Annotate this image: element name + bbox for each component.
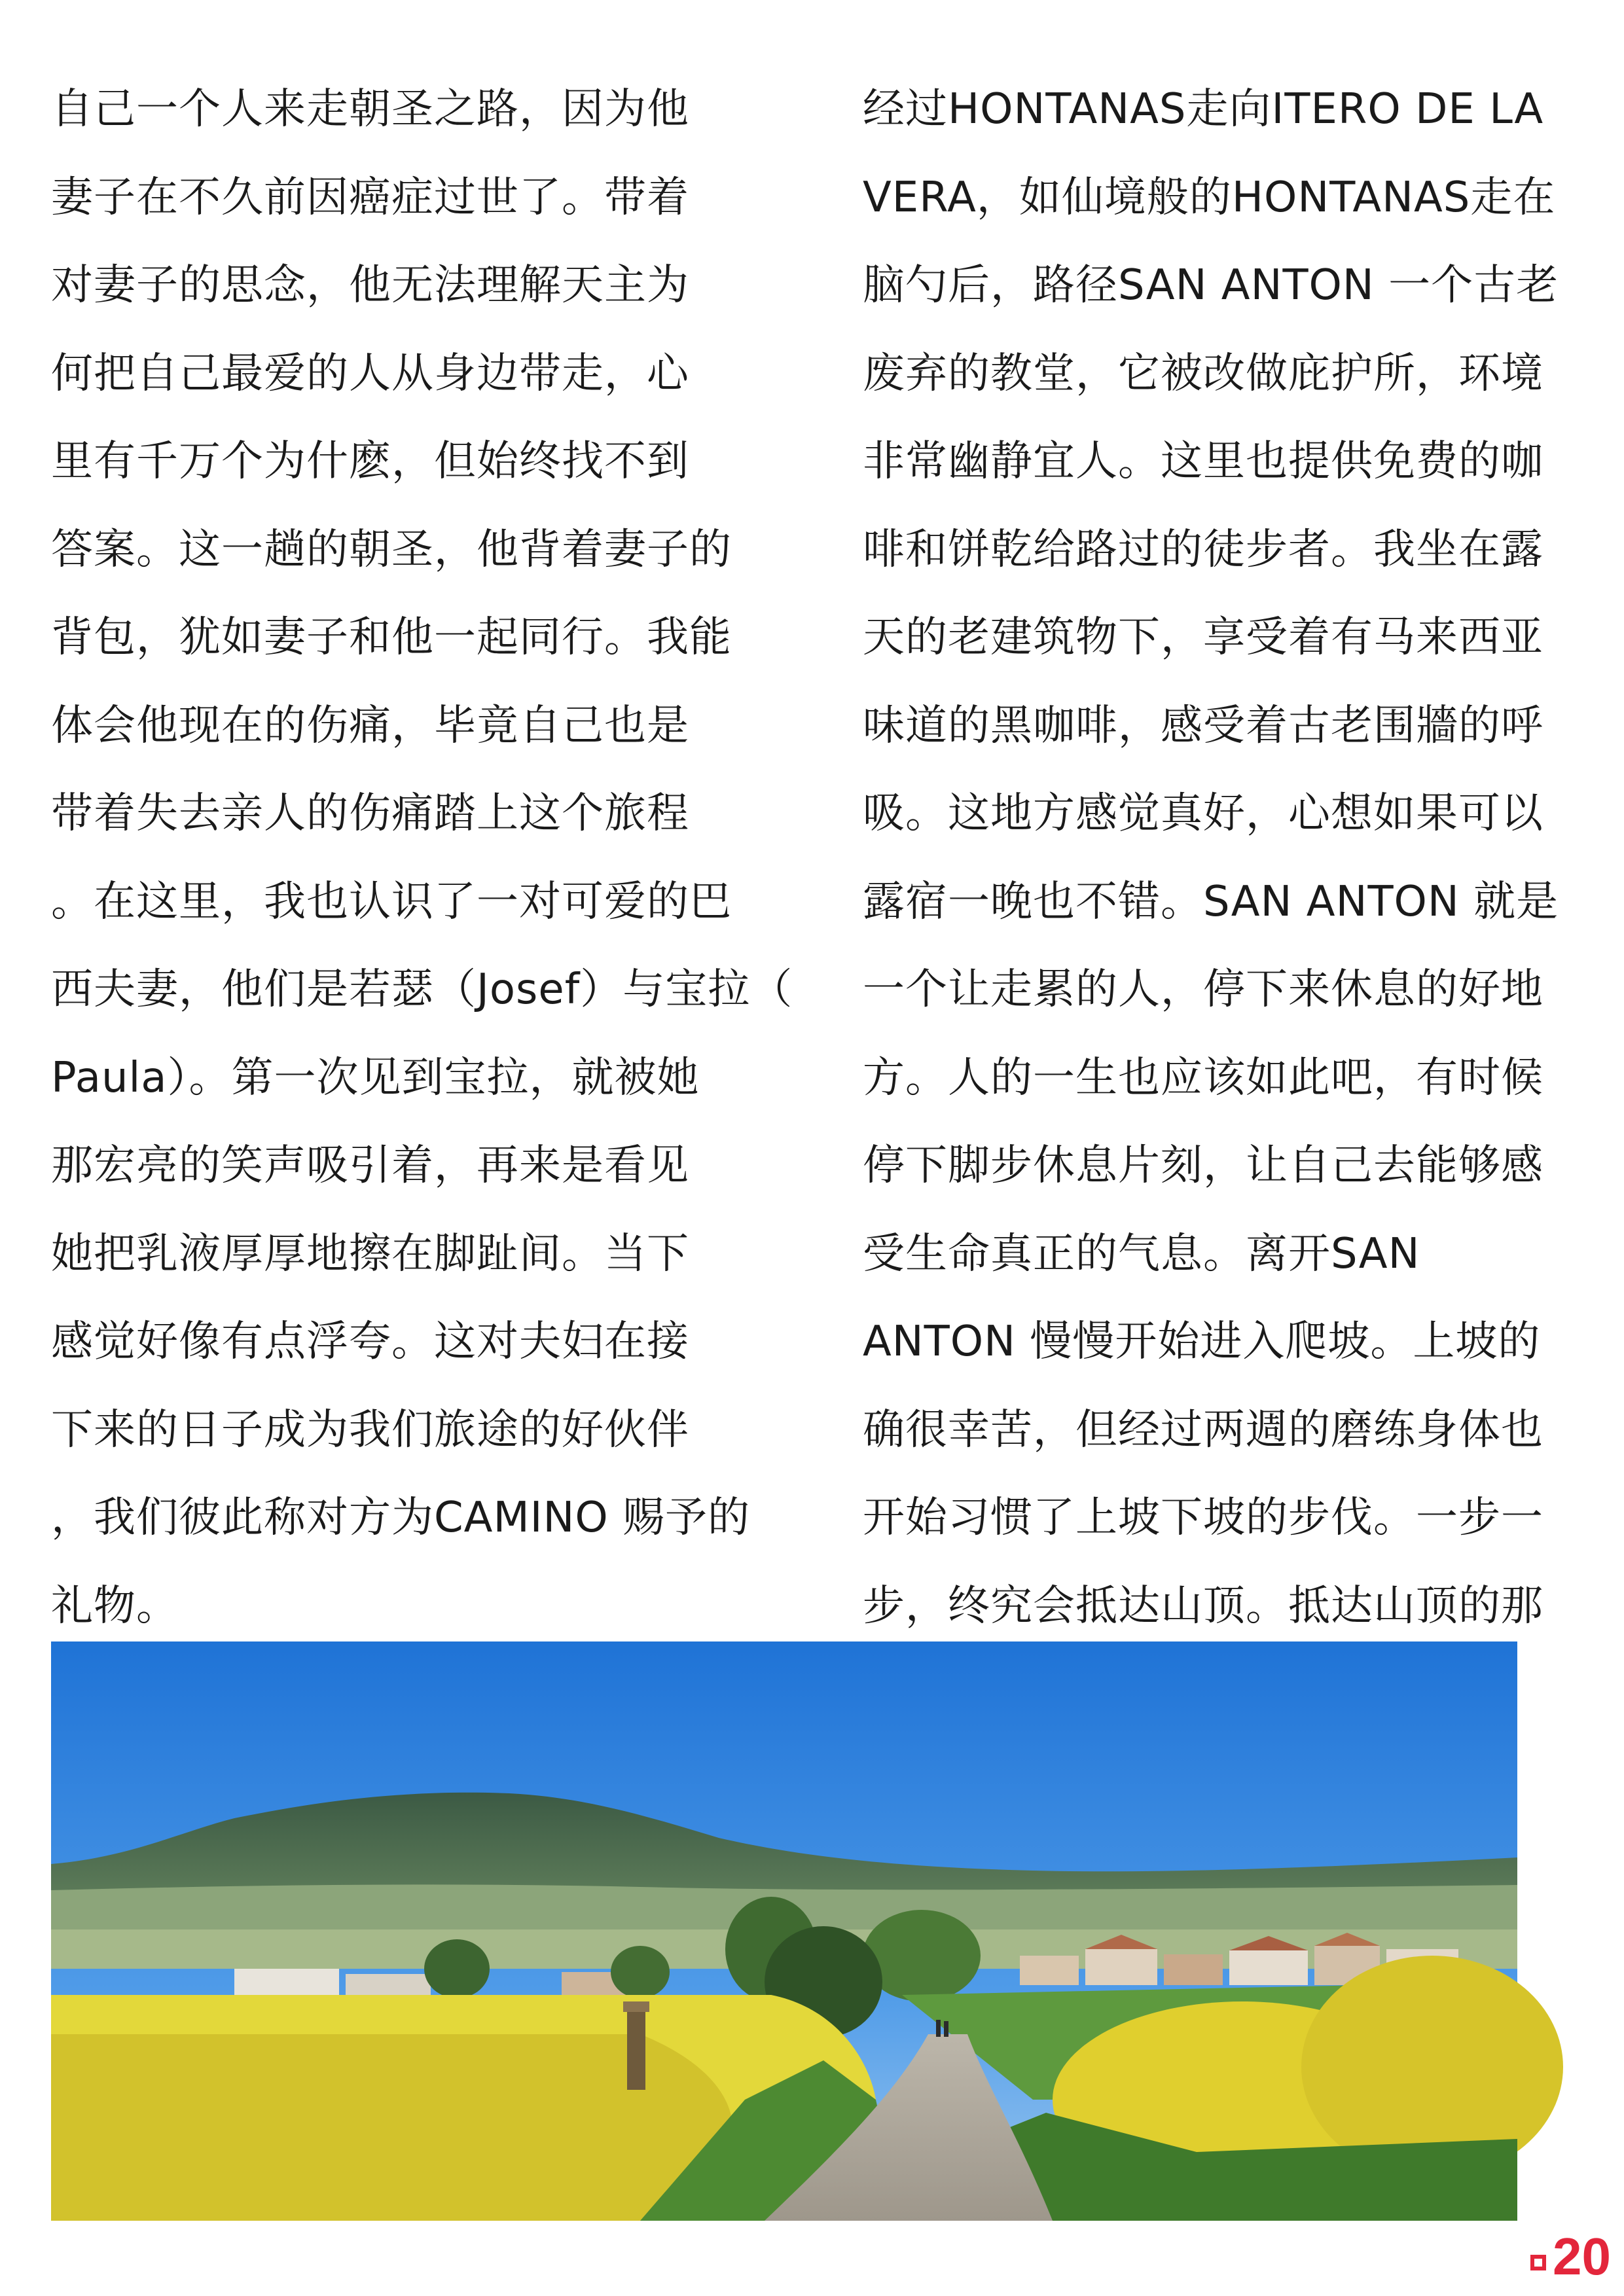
text-line: 何把自己最爱的人从身边带走，心 [51,349,689,398]
text-line: Paula）。第一次见到宝拉，就被她 [51,1053,700,1102]
text-line: ANTON 慢慢开始进入爬坡。上坡的 [863,1318,1541,1366]
text-line: 开始习惯了上坡下坡的步伐。一步一 [863,1494,1543,1542]
text-line: 西夫妻，他们是若瑟（Josef）与宝拉（ [51,965,793,1014]
page-number [1530,2227,1611,2286]
text-line: 。在这里，我也认识了一对可爱的巴 [51,877,732,926]
text-line: 方。人的一生也应该如此吧，有时候 [863,1053,1543,1102]
text-line: 她把乳液厚厚地擦在脚趾间。当下 [51,1229,689,1278]
text-line: 那宏亮的笑声吸引着，再来是看见 [51,1141,689,1190]
text-line: 啡和饼乾给路过的徒步者。我坐在露 [863,525,1543,574]
page-number-text: 20 [1553,2227,1611,2286]
text-line: 确很幸苦，但经过两週的磨练身体也 [863,1405,1543,1454]
text-line: 带着失去亲人的伤痛踏上这个旅程 [51,789,689,838]
text-line: 经过HONTANAS走向ITERO DE LA [863,85,1544,134]
text-line: 感觉好像有点浮夸。这对夫妇在接 [51,1318,689,1366]
text-line: 步，终究会抵达山顶。抵达山顶的那 [863,1581,1543,1630]
text-line: 吸。这地方感觉真好，心想如果可以 [863,789,1543,838]
left-text-column [51,65,793,1650]
text-line: 味道的黑咖啡，感受着古老围牆的呼 [863,701,1543,750]
text-line: 背包，犹如妻子和他一起同行。我能 [51,613,732,662]
text-line: 答案。这一趟的朝圣，他背着妻子的 [51,525,732,574]
text-line: 妻子在不久前因癌症过世了。带着 [51,173,689,222]
page-marker-icon [1530,2255,1546,2270]
text-line: 受生命真正的气息。离开SAN [863,1229,1420,1278]
text-line: 非常幽静宜人。这里也提供免费的咖 [863,437,1543,486]
text-line: 对妻子的思念，他无法理解天主为 [51,261,689,310]
text-line: 废弃的教堂，它被改做庇护所，环境 [863,349,1543,398]
landscape-photo [51,1641,1517,2221]
text-line: ，我们彼此称对方为CAMINO 赐予的 [51,1494,751,1542]
text-line: 停下脚步休息片刻，让自己去能够感 [863,1141,1543,1190]
text-line: 天的老建筑物下，享受着有马来西亚 [863,613,1543,662]
right-text-column [863,65,1559,1650]
text-line: VERA，如仙境般的HONTANAS走在 [863,173,1556,222]
text-line: 一个让走累的人，停下来休息的好地 [863,965,1543,1014]
text-line: 体会他现在的伤痛，毕竟自己也是 [51,701,689,750]
text-line: 自己一个人来走朝圣之路，因为他 [51,85,689,134]
text-line: 里有千万个为什麽，但始终找不到 [51,437,689,486]
text-line: 脑勺后，路径SAN ANTON 一个古老 [863,261,1559,310]
text-line: 露宿一晚也不错。SAN ANTON 就是 [863,877,1559,926]
landscape-photo-icon [51,1641,1517,2221]
text-line: 下来的日子成为我们旅途的好伙伴 [51,1405,689,1454]
text-line: 礼物。 [51,1581,179,1630]
